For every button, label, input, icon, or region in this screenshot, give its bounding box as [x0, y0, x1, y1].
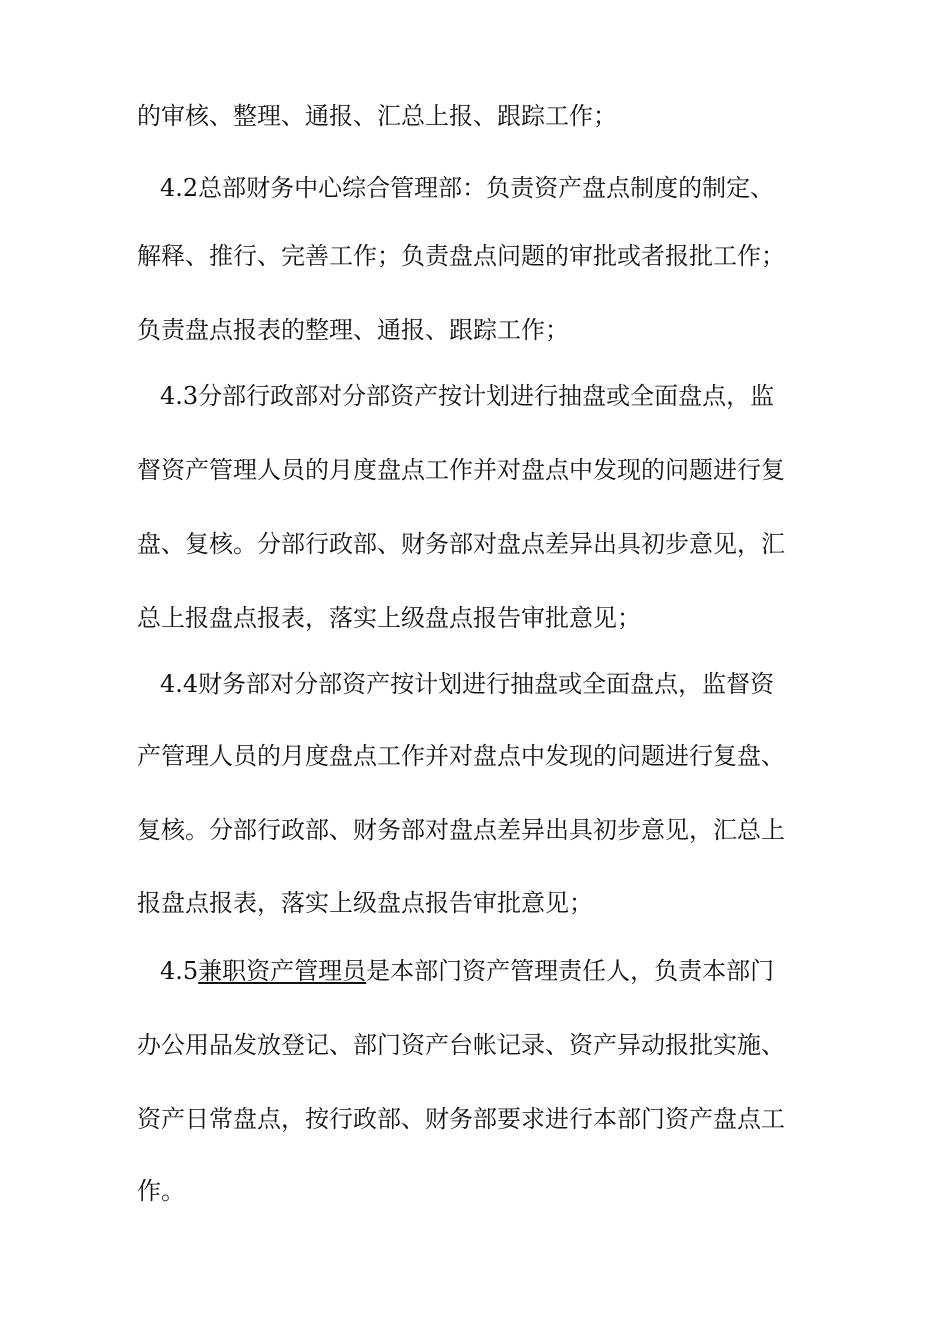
text-line: 作。	[137, 1177, 185, 1205]
section-4-5-line	[160, 953, 774, 989]
section-number: 4.5	[160, 957, 199, 985]
line-remainder: 是本部门资产管理责任人，负责本部门	[366, 957, 775, 985]
text-line: 办公用品发放登记、部门资产台帐记录、资产异动报批实施、	[137, 1031, 785, 1059]
section-4-2-line: 4.2总部财务中心综合管理部：负责资产盘点制度的制定、	[160, 174, 775, 202]
text-line: 产管理人员的月度盘点工作并对盘点中发现的问题进行复盘、	[137, 742, 785, 770]
text-line: 资产日常盘点，按行政部、财务部要求进行本部门资产盘点工	[137, 1105, 785, 1133]
text-line: 复核。分部行政部、财务部对盘点差异出具初步意见，汇总上	[137, 816, 785, 844]
text-line: 解释、推行、完善工作；负责盘点问题的审批或者报批工作；	[137, 242, 785, 270]
text-line: 总上报盘点报表，落实上级盘点报告审批意见；	[137, 604, 641, 632]
text-line: 报盘点报表，落实上级盘点报告审批意见；	[137, 889, 593, 917]
section-4-4-line: 4.4财务部对分部资产按计划进行抽盘或全面盘点，监督资	[160, 670, 775, 698]
text-line: 负责盘点报表的整理、通报、跟踪工作；	[137, 316, 569, 344]
text-line: 盘、复核。分部行政部、财务部对盘点差异出具初步意见，汇	[137, 530, 785, 558]
text-line: 督资产管理人员的月度盘点工作并对盘点中发现的问题进行复	[137, 456, 785, 484]
text-line: 的审核、整理、通报、汇总上报、跟踪工作；	[137, 102, 617, 130]
section-4-3-line: 4.3分部行政部对分部资产按计划进行抽盘或全面盘点，监	[160, 382, 775, 410]
underlined-term: 兼职资产管理员	[198, 957, 367, 985]
